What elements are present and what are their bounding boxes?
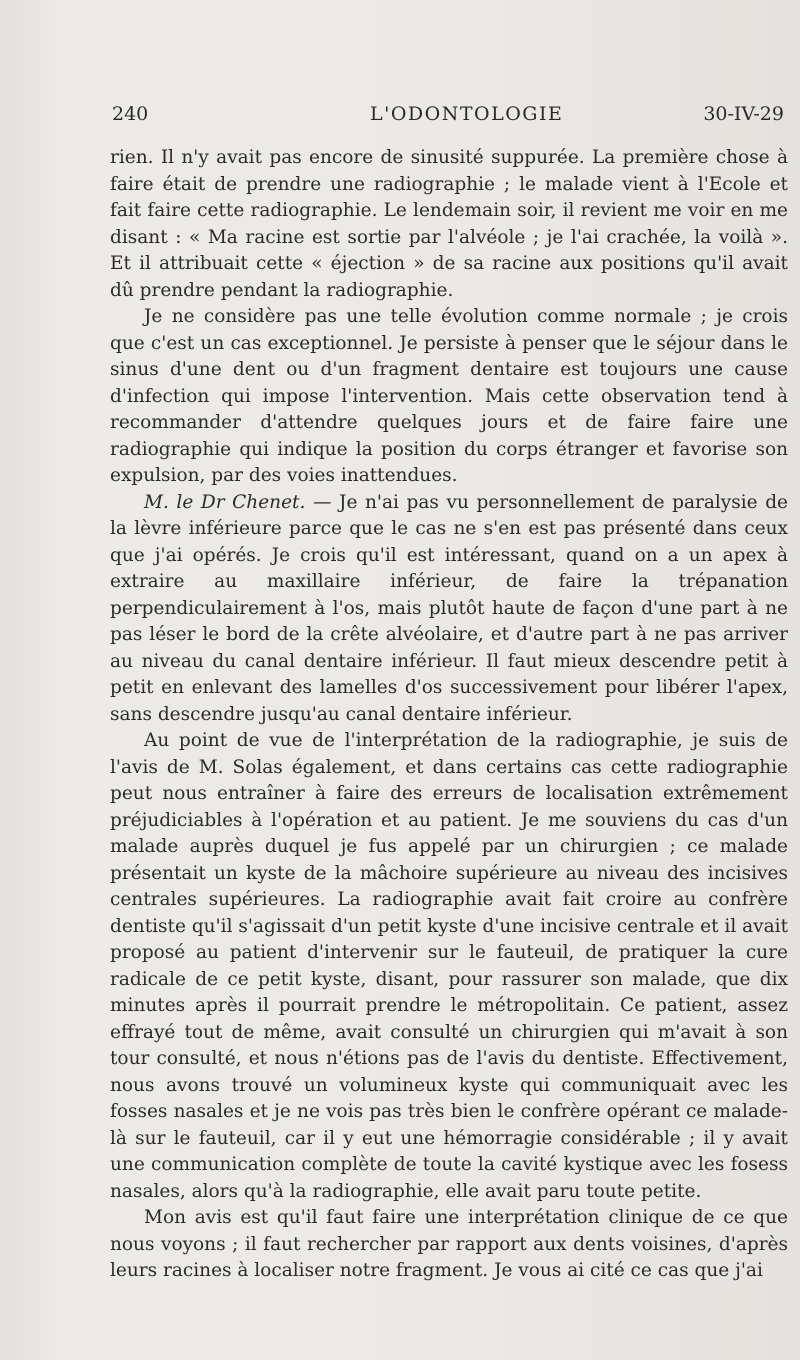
issue-date: 30-IV-29 bbox=[703, 103, 784, 125]
paragraph bbox=[110, 490, 788, 729]
page-header bbox=[112, 103, 792, 131]
body-text bbox=[110, 145, 788, 1285]
paragraph-text: — Je n'ai pas vu personnellement de paralysie de la lèvre inférieure parce que le cas ne s'en est pas présenté dans ceux que j'ai opérés. Je crois qu'il est intéressant, quand on a un apex à extraire au maxillaire inférieur, de faire la trépanation perpendiculairement à l'os, mais plutôt haute de façon d'une part à ne pas léser le bord de la crête alvéolaire, et d'autre part à ne pas arriver au niveau du canal dentaire inférieur. Il faut mieux descendre petit à petit en enlevant des lamelles d'os successivement pour libérer l'apex, sans descendre jusqu'au canal dentaire inférieur. bbox=[110, 491, 788, 725]
page-number: 240 bbox=[112, 103, 149, 125]
paragraph: Mon avis est qu'il faut faire une interprétation clinique de ce que nous voyons ; il faut rechercher par rapport aux dents voisines, d'après leurs racines à localiser notre fragment. Je vous ai cité ce cas que j'ai bbox=[110, 1207, 788, 1281]
running-title: L'ODONTOLOGIE bbox=[370, 103, 564, 125]
paragraph: Je ne considère pas une telle évolution comme normale ; je crois que c'est un cas exceptionnel. Je persiste à penser que le séjour dans le sinus d'une dent ou d'un fragment dentaire est toujours une cause d'infection qui impose l'intervention. Mais cette observation tend à recommander d'attendre quelques jours et de faire faire une radiographie qui indique la position du corps étranger et favorise son expulsion, par des voies inattendues. bbox=[110, 306, 788, 486]
paragraph: rien. Il n'y avait pas encore de sinusité suppurée. La première chose à faire était de prendre une radiographie ; le malade vient à l'Ecole et fait faire cette radiographie. Le lendemain soir, il revient me voir en me disant : « Ma racine est sortie par l'alvéole ; je l'ai crachée, la voilà ». Et il attribuait cette « éjection » de sa racine aux positions qu'il avait dû prendre pendant la radiographie. bbox=[110, 147, 788, 301]
paragraph: Au point de vue de l'interprétation de la radiographie, je suis de l'avis de M. Solas également, et dans certains cas cette radiographie peut nous entraîner à faire des erreurs de localisation extrêmement préjudiciables à l'opération et au patient. Je me souviens du cas d'un malade auprès duquel je fus appelé par un chirurgien ; ce malade présentait un kyste de la mâchoire supérieure au niveau des incisives centrales supérieures. La radiographie avait fait croire au confrère dentiste qu'il s'agissait d'un petit kyste d'une incisive centrale et il avait proposé au patient d'intervenir sur le fauteuil, de pratiquer la cure radicale de ce petit kyste, disant, pour rassurer son malade, que dix minutes après il pourrait prendre le métropolitain. Ce patient, assez effrayé tout de même, avait consulté un chirurgien qui m'avait à son tour consulté, et nous n'étions pas de l'avis du dentiste. Effectivement, nous avons trouvé un volumineux kyste qui communiquait avec les fosses nasales et je ne vois pas très bien le confrère opérant ce malade-là sur le fauteuil, car il y eut une hémorragie considérable ; il y avait une communication complète de toute la cavité kystique avec les fosess nasales, alors qu'à la radiographie, elle avait paru toute petite. bbox=[110, 730, 789, 1202]
speaker-name: M. le Dr Chenet. bbox=[144, 491, 306, 513]
